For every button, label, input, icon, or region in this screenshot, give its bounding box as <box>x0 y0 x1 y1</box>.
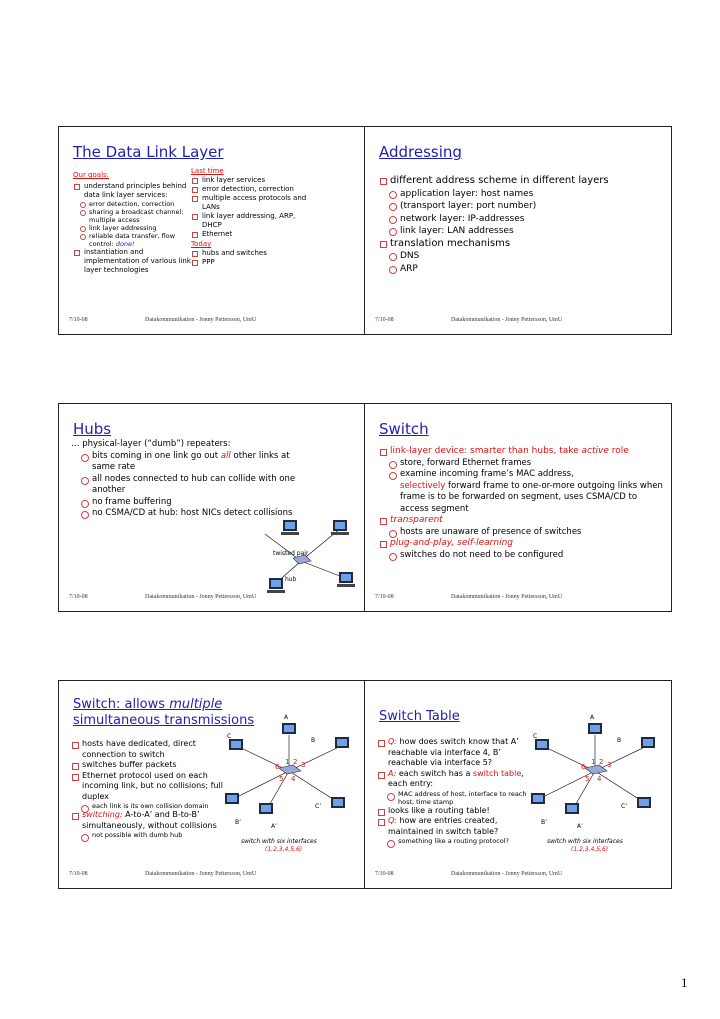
footer-date: 7/10-08 <box>375 594 394 600</box>
twisted-pair-label: twisted pair <box>273 550 309 557</box>
hubs-item-text: other links at same rate <box>92 450 290 472</box>
computer-icon <box>588 723 602 734</box>
host-label-c: C <box>227 733 232 740</box>
switch-table-item <box>377 769 527 790</box>
last-time-item: link layer services <box>191 176 311 185</box>
slide-title: The Data Link Layer <box>73 143 224 161</box>
svg-text:4: 4 <box>597 775 602 783</box>
computer-icon <box>229 739 243 750</box>
hubs-item-text: bits coming in one link go out <box>92 450 221 461</box>
footer-date: 7/10-08 <box>69 317 88 323</box>
slide-footer <box>59 871 365 881</box>
host-label-b-prime: B’ <box>541 819 548 826</box>
hub-label: hub <box>285 576 297 583</box>
switch-table-item: looks like a routing table! <box>377 806 527 817</box>
switch-table-item <box>377 737 527 769</box>
addressing-subitem: (transport layer: port number) <box>379 200 659 213</box>
question-text: how does switch know that A’ reachable via interface 4, B’ reachable via interface 5? <box>388 737 519 767</box>
computer-icon <box>337 572 355 587</box>
hubs-item <box>71 451 311 474</box>
done-note: done! <box>115 240 135 248</box>
footer-date: 7/10-08 <box>375 317 394 323</box>
svg-text:3: 3 <box>301 761 306 769</box>
goal-subitem: link layer addressing <box>73 224 198 232</box>
answer-label: A: <box>388 768 397 778</box>
switch-subitem-text: examine incoming frame’s MAC address, <box>400 469 574 479</box>
computer-icon <box>225 793 239 804</box>
switch-subitem: hosts are unaware of presence of switches <box>379 527 663 539</box>
hubs-item: no CSMA/CD at hub: host NICs detect collisions <box>71 508 311 520</box>
host-label-a-prime: A’ <box>577 823 584 830</box>
switch-table-list <box>377 737 527 845</box>
switch-list <box>379 446 663 561</box>
today-heading: Today <box>191 240 212 248</box>
slide-multiple-transmissions <box>58 680 366 889</box>
transmissions-item: Ethernet protocol used on each incoming link, but no collisions; full duplex <box>71 771 223 803</box>
switch-item-text: link-layer device: smarter than hubs, take <box>390 446 582 456</box>
slide-footer <box>59 317 365 327</box>
computer-icon <box>281 520 299 535</box>
host-label-a-prime: A’ <box>271 823 278 830</box>
svg-text:2: 2 <box>293 758 298 766</box>
switch-item: plug-and-play, self-learning <box>379 538 663 550</box>
addressing-subitem: application layer: host names <box>379 188 659 201</box>
hubs-item: all nodes connected to hub can collide with one another <box>71 474 311 497</box>
page-number: 1 <box>681 975 688 990</box>
computer-icon <box>335 737 349 748</box>
slide-data-link-layer <box>58 126 366 335</box>
footer-text: Datakommunikation - Jonny Pettersson, UmU <box>145 317 257 323</box>
switch-network-diagram <box>219 721 359 831</box>
switching-label: switching: <box>82 810 123 819</box>
title-text: simultaneous transmissions <box>73 713 255 728</box>
slide-footer <box>365 317 671 327</box>
computer-icon <box>282 723 296 734</box>
goal-item: instantiation and implementation of various link layer technologies <box>73 248 198 275</box>
svg-text:1: 1 <box>591 758 596 766</box>
host-label-c: C <box>533 733 538 740</box>
transmissions-list <box>71 739 223 839</box>
goal-subitem: sharing a broadcast channel: multiple access <box>73 208 198 224</box>
question-text: how are entries created, maintained in switch table? <box>388 816 499 836</box>
slide-title: Addressing <box>379 143 462 161</box>
switch-caption: switch with six interfaces <box>547 838 623 845</box>
switch-caption: switch with six interfaces <box>241 838 317 845</box>
computer-icon <box>637 797 651 808</box>
last-time-heading: Last time <box>191 167 224 175</box>
switch-table-item <box>377 816 527 837</box>
hubs-list <box>71 439 311 520</box>
computer-icon <box>259 803 273 814</box>
last-time-item: multiple access protocols and LANs <box>191 194 311 212</box>
addressing-subitem: network layer: IP-addresses <box>379 213 659 226</box>
host-label-c-prime: C’ <box>621 803 628 810</box>
switch-table-subitem: MAC address of host, interface to reach host, time stamp <box>377 790 527 806</box>
goal-subitem-text: reliable data transfer, flow control: <box>89 232 176 248</box>
host-label-b: B <box>617 737 622 744</box>
addressing-subitem: ARP <box>379 263 659 276</box>
switch-subitem-emphasis: selectively <box>400 480 446 491</box>
today-item: PPP <box>191 258 311 267</box>
transmissions-subitem: not possible with dumb hub <box>71 831 223 839</box>
switch-item-text: role <box>608 446 629 456</box>
transmissions-item: hosts have dedicated, direct connection to switch <box>71 739 223 760</box>
goal-subitem <box>73 232 198 248</box>
goals-heading: Our goals: <box>73 171 110 179</box>
host-label-c-prime: C’ <box>315 803 322 810</box>
computer-icon <box>331 797 345 808</box>
goal-item: understand principles behind data link layer services: <box>73 182 198 200</box>
last-time-item: Ethernet <box>191 230 311 239</box>
slide-footer <box>365 594 671 604</box>
footer-text: Datakommunikation - Jonny Pettersson, UmU <box>145 871 257 877</box>
switch-subitem: store, forward Ethernet frames <box>379 458 663 470</box>
computer-icon <box>531 793 545 804</box>
svg-text:6: 6 <box>275 763 280 771</box>
answer-emphasis: switch table <box>472 768 522 778</box>
slide-footer <box>365 871 671 881</box>
host-label-a: A <box>284 714 289 721</box>
svg-text:5: 5 <box>279 775 284 783</box>
slide-hubs <box>58 403 366 612</box>
last-time-item: error detection, correction <box>191 185 311 194</box>
switch-interfaces: (1,2,3,4,5,6) <box>265 846 303 853</box>
addressing-subitem: link layer: LAN addresses <box>379 225 659 238</box>
slide-title: Switch Table <box>379 709 460 724</box>
addressing-subitem: DNS <box>379 250 659 263</box>
computer-icon <box>331 520 349 535</box>
svg-text:5: 5 <box>585 775 590 783</box>
hubs-intro: … physical-layer (“dumb”) repeaters: <box>71 439 231 449</box>
svg-text:1: 1 <box>285 758 290 766</box>
addressing-item: translation mechanisms <box>379 238 659 251</box>
last-time-column <box>191 167 311 267</box>
slide-addressing <box>364 126 672 335</box>
switch-subitem <box>379 469 663 515</box>
question-label: Q: <box>388 816 397 825</box>
footer-text: Datakommunikation - Jonny Pettersson, UmU <box>451 594 563 600</box>
switch-icon <box>585 765 607 774</box>
computer-icon <box>565 803 579 814</box>
host-label-b-prime: B’ <box>235 819 242 826</box>
computer-icon <box>535 739 549 750</box>
transmissions-item <box>71 810 223 831</box>
hubs-item-emphasis: all <box>220 450 231 461</box>
computer-icon <box>267 578 285 593</box>
today-item: hubs and switches <box>191 249 311 258</box>
goal-subitem: error detection, correction <box>73 200 198 208</box>
switch-item-emphasis: active <box>581 446 609 456</box>
switch-icon <box>279 765 301 774</box>
addressing-item: different address scheme in different layers <box>379 175 659 188</box>
svg-text:3: 3 <box>607 761 612 769</box>
footer-date: 7/10-08 <box>69 871 88 877</box>
transmissions-subitem: each link is its own collision domain <box>71 802 223 810</box>
footer-text: Datakommunikation - Jonny Pettersson, UmU <box>145 594 257 600</box>
question-label: Q: <box>388 737 397 746</box>
slide-title: Hubs <box>73 420 112 438</box>
last-time-item: link layer addressing, ARP, DHCP <box>191 212 311 230</box>
computer-icon <box>641 737 655 748</box>
slide-switch-table <box>364 680 672 889</box>
switch-subitem: switches do not need to be configured <box>379 550 663 562</box>
footer-text: Datakommunikation - Jonny Pettersson, UmU <box>451 871 563 877</box>
slide-switch <box>364 403 672 612</box>
answer-text: each switch has a <box>396 768 473 778</box>
svg-text:2: 2 <box>599 758 604 766</box>
slide-title: Switch <box>379 420 429 438</box>
transmissions-item: switches buffer packets <box>71 760 223 771</box>
switch-item: transparent <box>379 515 663 527</box>
addressing-list <box>379 175 659 275</box>
switch-table-network-diagram <box>525 721 665 831</box>
title-text: Switch: allows <box>73 697 170 712</box>
switch-table-subitem: something like a routing protocol? <box>377 837 527 845</box>
switch-item <box>379 446 663 458</box>
hub-network-diagram <box>245 518 357 598</box>
footer-date: 7/10-08 <box>69 594 88 600</box>
hubs-item: no frame buffering <box>71 497 311 509</box>
host-label-a: A <box>590 714 595 721</box>
svg-text:6: 6 <box>581 763 586 771</box>
footer-text: Datakommunikation - Jonny Pettersson, UmU <box>451 317 563 323</box>
switching-text: A-to-A’ and B-to-B’ simultaneously, without collisions <box>82 810 217 830</box>
svg-text:4: 4 <box>291 775 296 783</box>
answer-text: , each entry: <box>388 768 524 788</box>
switch-subitem-text: forward frame to one-or-more outgoing links when frame is to be forwarded on segment, uses CSMA/CD to access segment <box>400 480 663 514</box>
host-label-b: B <box>311 737 316 744</box>
slide-footer <box>59 594 365 604</box>
switch-interfaces: (1,2,3,4,5,6) <box>571 846 609 853</box>
footer-date: 7/10-08 <box>375 871 394 877</box>
title-emphasis: multiple <box>169 697 223 712</box>
goals-column <box>73 171 198 275</box>
